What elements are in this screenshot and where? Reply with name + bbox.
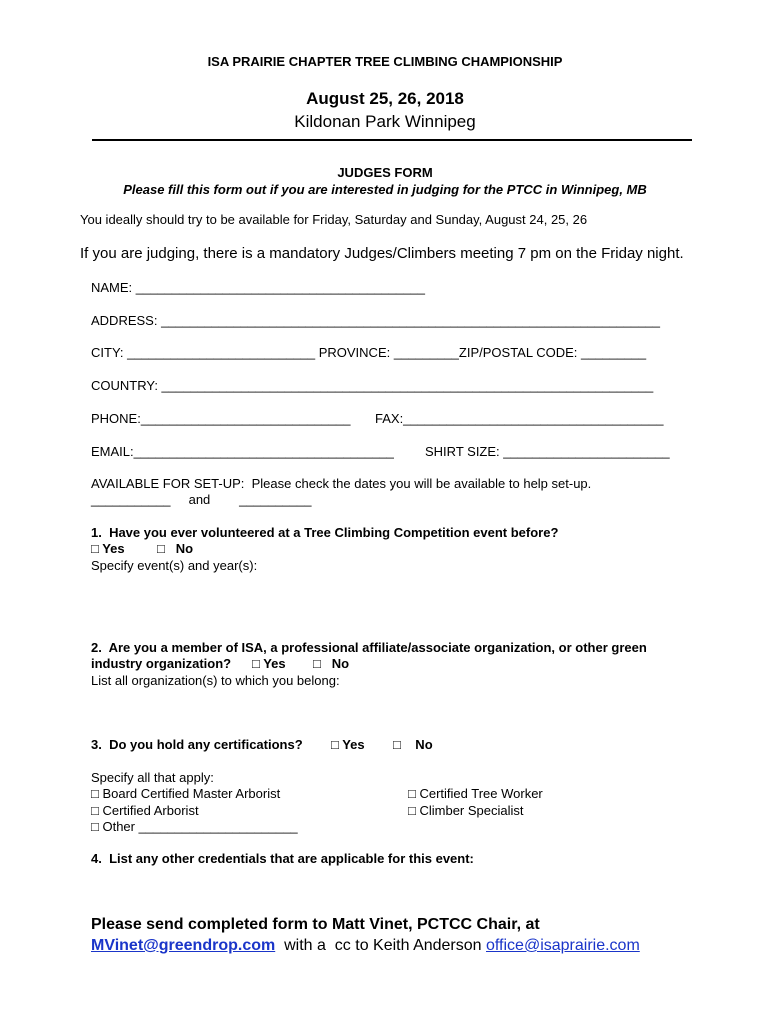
cert-arborist-checkbox[interactable]: □ Certified Arborist <box>91 803 199 818</box>
chair-email-link[interactable]: MVinet@greendrop.com <box>91 937 276 954</box>
event-venue: Kildonan Park Winnipeg <box>294 112 476 131</box>
address-field[interactable]: ADDRESS: _____________________________________________________________________ <box>91 313 660 328</box>
question-2-line-2: industry organization? <box>91 656 232 671</box>
send-instructions: Please send completed form to Matt Vinet, PCTCC Chair, at <box>91 916 540 933</box>
cc-text: with a cc to Keith Anderson <box>275 937 486 954</box>
contact-line <box>91 937 640 955</box>
q1-followup: Specify event(s) and year(s): <box>91 558 258 573</box>
q3-no-checkbox[interactable]: □ No <box>393 737 433 752</box>
question-4: 4. List any other credentials that are applicable for this event: <box>91 851 474 866</box>
shirt-size-field[interactable]: SHIRT SIZE: _______________________ <box>425 444 670 459</box>
question-1: 1. Have you ever volunteered at a Tree Climbing Competition event before? <box>91 525 559 540</box>
q2-yes-checkbox[interactable]: □ Yes <box>252 656 286 671</box>
country-field[interactable]: COUNTRY: ____________________________________________________________________ <box>91 378 654 393</box>
setup-prompt: AVAILABLE FOR SET-UP: Please check the dates you will be available to help set-up. <box>91 476 592 491</box>
city-province-zip-field[interactable]: CITY: __________________________ PROVINCE: _________ZIP/POSTAL CODE: _________ <box>91 345 647 360</box>
q3-yes-checkbox[interactable]: □ Yes <box>331 737 365 752</box>
cert-other-checkbox[interactable]: □ Other ______________________ <box>91 819 298 834</box>
form-instruction: Please fill this form out if you are interested in judging for the PTCC in Winnipeg, MB <box>123 182 647 197</box>
question-2-line-1: 2. Are you a member of ISA, a professional affiliate/associate organization, or other green <box>91 640 647 655</box>
org-title: ISA PRAIRIE CHAPTER TREE CLIMBING CHAMPIONSHIP <box>207 54 563 69</box>
cert-tree-worker-checkbox[interactable]: □ Certified Tree Worker <box>408 786 543 801</box>
q2-no-checkbox[interactable]: □ No <box>313 656 350 671</box>
availability-note: You ideally should try to be available for Friday, Saturday and Sunday, August 24, 25, 26 <box>80 212 588 227</box>
event-dates: August 25, 26, 2018 <box>306 89 464 108</box>
question-3: 3. Do you hold any certifications? <box>91 737 303 752</box>
header-divider <box>92 139 692 141</box>
office-email-link[interactable]: office@isaprairie.com <box>486 937 640 954</box>
form-title: JUDGES FORM <box>337 165 433 180</box>
setup-dates-field[interactable]: ___________ and __________ <box>91 492 312 507</box>
email-field[interactable]: EMAIL:____________________________________ <box>91 444 394 459</box>
fax-field[interactable]: FAX:____________________________________ <box>375 411 664 426</box>
name-field[interactable]: NAME: ________________________________________ <box>91 280 425 295</box>
q1-no-checkbox[interactable]: □ No <box>157 541 194 556</box>
q2-followup: List all organization(s) to which you belong: <box>91 673 340 688</box>
cert-master-arborist-checkbox[interactable]: □ Board Certified Master Arborist <box>91 786 281 801</box>
meeting-note: If you are judging, there is a mandatory Judges/Climbers meeting 7 pm on the Friday night. <box>80 245 684 262</box>
q1-yes-checkbox[interactable]: □ Yes <box>91 541 125 556</box>
phone-field[interactable]: PHONE:_____________________________ <box>91 411 351 426</box>
cert-climber-specialist-checkbox[interactable]: □ Climber Specialist <box>408 803 524 818</box>
q3-specify: Specify all that apply: <box>91 770 214 785</box>
